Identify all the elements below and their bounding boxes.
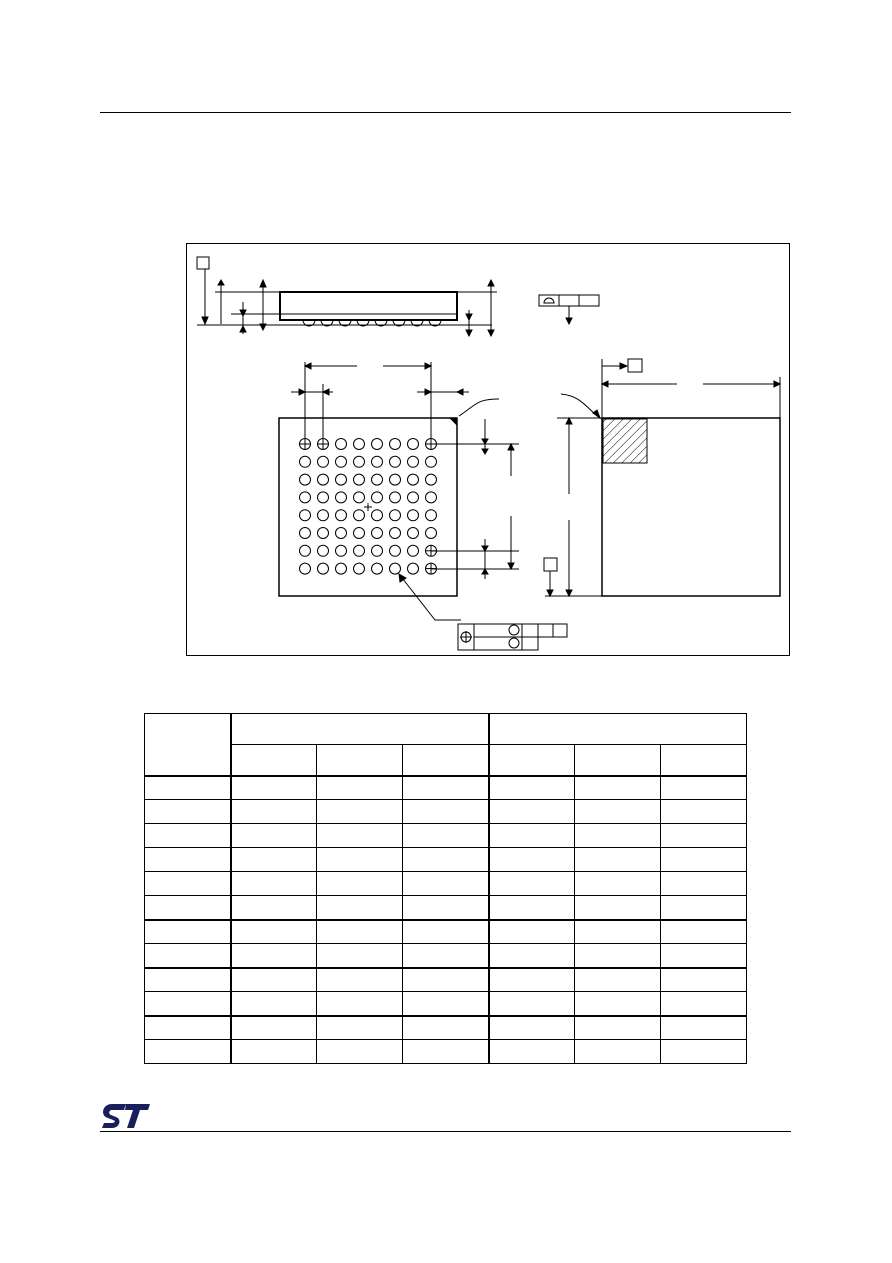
table-cell xyxy=(403,824,489,848)
table-cell xyxy=(661,992,747,1016)
solder-ball xyxy=(300,474,311,485)
table-header-row xyxy=(145,745,747,776)
table-cell xyxy=(231,944,317,968)
table-cell xyxy=(145,1040,231,1064)
table-cell xyxy=(661,800,747,824)
solder-ball xyxy=(336,545,347,556)
table-cell xyxy=(231,714,489,745)
table-cell xyxy=(661,848,747,872)
table-cell xyxy=(317,968,403,992)
solder-ball xyxy=(300,528,311,539)
table-cell xyxy=(145,896,231,920)
solder-ball xyxy=(426,528,437,539)
table-cell xyxy=(317,1040,403,1064)
datum-box-a xyxy=(544,558,557,571)
solder-ball xyxy=(426,492,437,503)
table-cell xyxy=(661,920,747,944)
table-cell xyxy=(317,872,403,896)
table-cell xyxy=(231,745,317,776)
table-cell xyxy=(575,1040,661,1064)
solder-ball xyxy=(372,545,383,556)
table-cell xyxy=(403,848,489,872)
table-cell xyxy=(489,944,575,968)
table-cell xyxy=(145,944,231,968)
solder-ball xyxy=(390,563,401,574)
solder-ball xyxy=(372,456,383,467)
solder-ball xyxy=(318,510,329,521)
table-cell xyxy=(489,920,575,944)
solder-ball xyxy=(408,545,419,556)
table-cell xyxy=(403,776,489,800)
solder-ball xyxy=(318,545,329,556)
table-row xyxy=(145,1016,747,1040)
solder-ball xyxy=(390,474,401,485)
tolerance-frame xyxy=(539,295,599,306)
solder-ball xyxy=(318,563,329,574)
table-cell xyxy=(145,800,231,824)
solder-ball xyxy=(408,563,419,574)
table-cell xyxy=(145,1016,231,1040)
table-cell xyxy=(231,800,317,824)
table-cell xyxy=(317,745,403,776)
datum-box-b xyxy=(628,359,642,372)
solder-ball xyxy=(354,474,365,485)
solder-ball xyxy=(390,456,401,467)
solder-ball xyxy=(408,439,419,450)
table-cell xyxy=(489,800,575,824)
table-row xyxy=(145,776,747,800)
solder-ball xyxy=(426,474,437,485)
table-cell xyxy=(145,872,231,896)
solder-ball xyxy=(390,545,401,556)
table-cell xyxy=(575,745,661,776)
table-cell xyxy=(317,920,403,944)
table-cell xyxy=(661,1016,747,1040)
table-cell xyxy=(145,714,231,776)
solder-ball xyxy=(390,492,401,503)
solder-ball xyxy=(354,456,365,467)
solder-ball xyxy=(354,439,365,450)
table-cell xyxy=(317,992,403,1016)
solder-ball xyxy=(372,510,383,521)
solder-ball xyxy=(300,456,311,467)
solder-ball xyxy=(336,456,347,467)
solder-ball xyxy=(300,510,311,521)
solder-ball xyxy=(354,563,365,574)
table-cell xyxy=(403,872,489,896)
table-cell xyxy=(317,776,403,800)
table-cell xyxy=(317,800,403,824)
solder-ball xyxy=(390,439,401,450)
solder-ball xyxy=(354,492,365,503)
package-outline-drawing xyxy=(186,243,790,656)
table-cell xyxy=(231,1016,317,1040)
table-cell xyxy=(403,800,489,824)
table-cell xyxy=(403,992,489,1016)
solder-ball xyxy=(318,456,329,467)
solder-ball xyxy=(426,510,437,521)
table-cell xyxy=(317,848,403,872)
table-cell xyxy=(145,992,231,1016)
st-logo xyxy=(100,1102,152,1130)
table-cell xyxy=(489,872,575,896)
table-cell xyxy=(317,896,403,920)
table-cell xyxy=(403,896,489,920)
table-cell xyxy=(403,920,489,944)
solder-ball xyxy=(354,545,365,556)
table-cell xyxy=(489,745,575,776)
table-row xyxy=(145,896,747,920)
solder-ball xyxy=(354,528,365,539)
solder-ball xyxy=(336,492,347,503)
table-row xyxy=(145,968,747,992)
table-cell xyxy=(661,944,747,968)
side-view xyxy=(197,257,599,336)
package-drawing-svg xyxy=(187,244,791,657)
solder-ball xyxy=(372,492,383,503)
solder-ball xyxy=(354,510,365,521)
table-cell xyxy=(145,776,231,800)
header-rule xyxy=(100,112,791,113)
solder-ball xyxy=(318,528,329,539)
solder-ball xyxy=(336,510,347,521)
dimension-table xyxy=(144,713,747,1064)
table-cell xyxy=(231,872,317,896)
table-body xyxy=(145,776,747,1064)
table-cell xyxy=(661,1040,747,1064)
table-cell xyxy=(403,968,489,992)
datum-box xyxy=(197,257,209,269)
table-row xyxy=(145,944,747,968)
solder-ball xyxy=(408,510,419,521)
table-cell xyxy=(231,848,317,872)
table-cell xyxy=(661,745,747,776)
package-body xyxy=(280,292,457,320)
table-cell xyxy=(575,1016,661,1040)
solder-ball xyxy=(318,492,329,503)
table-cell xyxy=(575,848,661,872)
footer-rule xyxy=(100,1131,791,1132)
solder-ball xyxy=(372,563,383,574)
table-cell xyxy=(575,896,661,920)
table-cell xyxy=(575,800,661,824)
table-cell xyxy=(231,992,317,1016)
table-cell xyxy=(231,968,317,992)
table-cell xyxy=(145,848,231,872)
table-cell xyxy=(575,776,661,800)
solder-ball xyxy=(336,563,347,574)
solder-ball xyxy=(426,456,437,467)
solder-ball xyxy=(408,456,419,467)
table-cell xyxy=(231,896,317,920)
table-cell xyxy=(575,920,661,944)
table-row xyxy=(145,1040,747,1064)
table-cell xyxy=(661,776,747,800)
table-row xyxy=(145,992,747,1016)
table-cell xyxy=(403,1016,489,1040)
table-cell xyxy=(231,920,317,944)
solder-ball xyxy=(300,492,311,503)
solder-ball xyxy=(300,563,311,574)
solder-ball xyxy=(390,510,401,521)
solder-ball xyxy=(336,474,347,485)
solder-ball xyxy=(318,474,329,485)
table-row xyxy=(145,848,747,872)
table-cell xyxy=(661,872,747,896)
table-cell xyxy=(145,824,231,848)
table-cell xyxy=(231,824,317,848)
table-cell xyxy=(317,1016,403,1040)
table-cell xyxy=(661,968,747,992)
bottom-view xyxy=(279,362,567,650)
table-header-row xyxy=(145,714,747,745)
solder-ball xyxy=(336,528,347,539)
table-cell xyxy=(489,1040,575,1064)
table-cell xyxy=(403,745,489,776)
table-cell xyxy=(231,776,317,800)
solder-ball xyxy=(372,528,383,539)
table-cell xyxy=(403,1040,489,1064)
table-cell xyxy=(575,824,661,848)
table-cell xyxy=(661,824,747,848)
table-cell xyxy=(145,968,231,992)
solder-ball xyxy=(372,474,383,485)
table-cell xyxy=(145,920,231,944)
table-cell xyxy=(489,824,575,848)
solder-ball xyxy=(408,528,419,539)
table-cell xyxy=(489,896,575,920)
table-row xyxy=(145,800,747,824)
table-cell xyxy=(575,968,661,992)
solder-ball xyxy=(408,492,419,503)
solder-ball xyxy=(372,439,383,450)
table-cell xyxy=(489,992,575,1016)
table-row xyxy=(145,824,747,848)
table-row xyxy=(145,872,747,896)
solder-ball xyxy=(300,545,311,556)
solder-ball xyxy=(336,439,347,450)
table-cell xyxy=(575,992,661,1016)
solder-ball xyxy=(408,474,419,485)
table-cell xyxy=(489,848,575,872)
table-row xyxy=(145,920,747,944)
pin-a1-corner-mark xyxy=(603,419,647,463)
table-cell xyxy=(317,944,403,968)
table-cell xyxy=(575,872,661,896)
table-cell xyxy=(575,944,661,968)
top-view xyxy=(544,359,780,596)
table-cell xyxy=(489,1016,575,1040)
table-cell xyxy=(489,776,575,800)
table-cell xyxy=(317,824,403,848)
table-cell xyxy=(489,968,575,992)
solder-ball xyxy=(390,528,401,539)
table-cell xyxy=(489,714,747,745)
table-cell xyxy=(231,1040,317,1064)
table-cell xyxy=(661,896,747,920)
table-cell xyxy=(403,944,489,968)
